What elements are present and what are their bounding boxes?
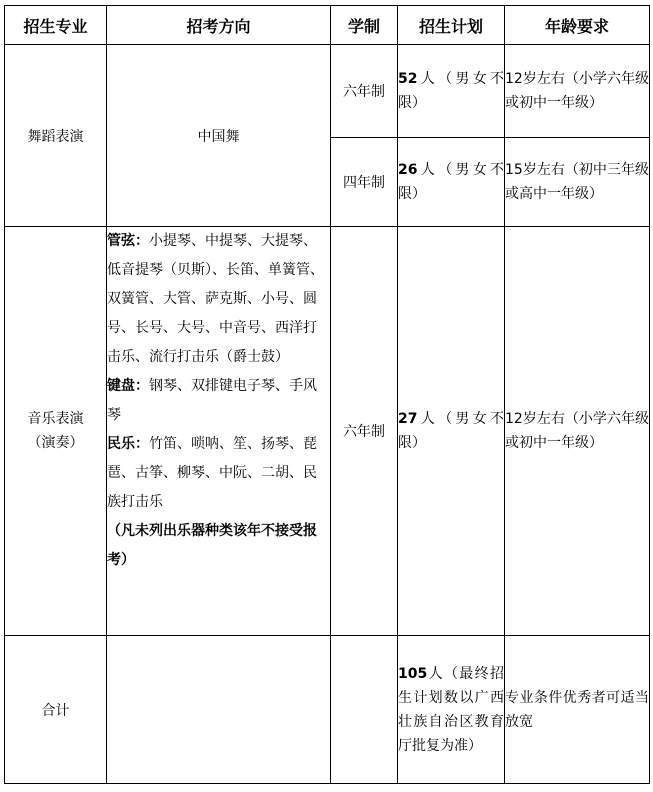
total-age: 专业条件优秀者可适当放宽 bbox=[505, 689, 649, 730]
winds-label: 管弦： bbox=[107, 233, 149, 249]
header-major: 招生专业 bbox=[5, 6, 107, 45]
music-major-cell bbox=[5, 227, 107, 636]
music-plan-cell bbox=[398, 227, 505, 636]
music-folk bbox=[107, 430, 330, 517]
dance-four-plan-number: 26 bbox=[398, 162, 418, 178]
dance-direction-cell bbox=[107, 45, 331, 227]
folk-text: 竹笛、唢呐、笙、扬琴、琵琶、古筝、柳琴、中阮、二胡、民族打击乐 bbox=[107, 436, 317, 510]
dance-four-duration-cell bbox=[331, 138, 398, 227]
table-row-total bbox=[5, 636, 650, 784]
total-plan-number: 105 bbox=[398, 665, 428, 682]
header-duration: 学制 bbox=[331, 6, 398, 45]
header-direction: 招考方向 bbox=[107, 6, 331, 45]
music-age-cell bbox=[505, 227, 650, 636]
table-row-dance-six-year bbox=[5, 45, 650, 138]
dance-four-duration: 四年制 bbox=[343, 175, 385, 191]
table-row-music bbox=[5, 227, 650, 636]
music-duration-cell bbox=[331, 227, 398, 636]
dance-six-plan-cell bbox=[398, 45, 505, 138]
dance-major: 舞蹈表演 bbox=[27, 128, 84, 145]
music-keys bbox=[107, 372, 330, 430]
dance-four-plan-cell bbox=[398, 138, 505, 227]
winds-text: 小提琴、中提琴、大提琴、低音提琴（贝斯）、长笛、单簧管、双簧管、大管、萨克斯、小号、圆号、长号、大号、中音号、西洋打击乐、流行打击乐（爵士鼓） bbox=[107, 233, 324, 365]
music-duration: 六年制 bbox=[343, 424, 385, 440]
music-plan-number: 27 bbox=[398, 411, 418, 427]
dance-major-cell bbox=[5, 45, 107, 227]
dance-four-plan-text: 人（男女不限） bbox=[398, 162, 504, 202]
total-duration-cell bbox=[331, 636, 398, 784]
dance-six-age: 12岁左右（小学六年级或初中一年级） bbox=[505, 71, 649, 111]
header-age: 年龄要求 bbox=[505, 6, 650, 45]
total-label: 合计 bbox=[41, 702, 70, 719]
music-major-line2: （演奏） bbox=[27, 435, 84, 451]
dance-six-plan-text: 人（男女不限） bbox=[398, 71, 504, 111]
total-label-cell bbox=[5, 636, 107, 784]
music-age: 12岁左右（小学六年级或初中一年级） bbox=[505, 411, 649, 451]
total-direction-cell bbox=[107, 636, 331, 784]
music-note: （凡未列出乐器种类该年不接受报考） bbox=[107, 523, 317, 568]
dance-six-plan-number: 52 bbox=[398, 71, 418, 87]
dance-four-age: 15岁左右（初中三年级或高中一年级） bbox=[505, 162, 649, 202]
total-age-cell bbox=[505, 636, 650, 784]
header-row bbox=[5, 6, 650, 45]
dance-six-duration-cell bbox=[331, 45, 398, 138]
music-direction-cell bbox=[107, 227, 331, 636]
keys-text: 钢琴、双排键电子琴、手风琴 bbox=[107, 378, 317, 423]
folk-label: 民乐： bbox=[107, 436, 149, 452]
dance-six-age-cell bbox=[505, 45, 650, 138]
header-plan: 招生计划 bbox=[398, 6, 505, 45]
total-plan-text: 人（最终招生计划数以广西壮族自治区教育厅批复为准） bbox=[398, 665, 504, 754]
keys-label: 键盘： bbox=[107, 378, 149, 394]
dance-direction: 中国舞 bbox=[197, 128, 240, 145]
dance-four-age-cell bbox=[505, 138, 650, 227]
total-plan-cell bbox=[398, 636, 505, 784]
music-plan-text: 人（男女不限） bbox=[398, 411, 504, 451]
music-major-line1: 音乐表演 bbox=[27, 411, 84, 427]
admissions-table bbox=[4, 5, 650, 784]
music-winds bbox=[107, 227, 330, 372]
dance-six-duration: 六年制 bbox=[343, 84, 385, 100]
